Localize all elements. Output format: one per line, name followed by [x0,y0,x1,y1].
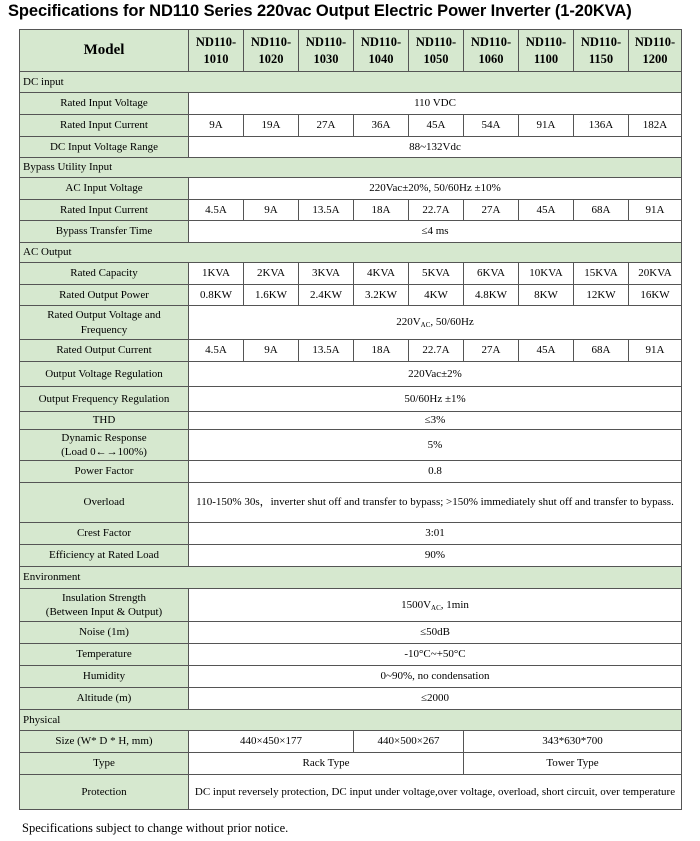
table-row [20,753,682,775]
row-value: ≤3% [189,412,682,430]
page-title: Specifications for ND110 Series 220vac Output Electric Power Inverter (1-20KVA) [8,2,632,20]
row-label: Rated Input Voltage [20,93,189,115]
cell-value: Tower Type [464,753,682,775]
cell-value: 27A [299,115,354,137]
row-label: Humidity [20,666,189,688]
row-label: Type [20,753,189,775]
row-label: Output Frequency Regulation [20,387,189,412]
table-row [20,362,682,387]
row-label: Altitude (m) [20,688,189,710]
cell-value: 6KVA [464,263,519,285]
header-row [20,30,682,72]
cell-value: 343*630*700 [464,731,682,753]
table-row [20,93,682,115]
footer-note: Specifications subject to change without prior notice. [22,821,289,835]
cell-value: 68A [574,200,629,221]
cell-value: 27A [464,200,519,221]
row-label: Insulation Strength (Between Input & Output) [20,589,189,622]
row-value: 0~90%, no condensation [189,666,682,688]
cell-value: 27A [464,340,519,362]
model-column-header: ND110- 1100 [519,30,574,72]
row-label: Power Factor [20,461,189,483]
cell-value: 9A [244,200,299,221]
cell-value: 18A [354,200,409,221]
cell-value: 36A [354,115,409,137]
row-value: ≤2000 [189,688,682,710]
cell-value: 4.5A [189,200,244,221]
cell-value: 54A [464,115,519,137]
row-value: 110 VDC [189,93,682,115]
section-physical: Physical [20,710,682,731]
model-column-header: ND110- 1050 [409,30,464,72]
table-row [20,461,682,483]
row-label: Size (W* D * H, mm) [20,731,189,753]
table-row [20,178,682,200]
row-value: 220Vac±20%, 50/60Hz ±10% [189,178,682,200]
cell-value: 22.7A [409,340,464,362]
row-label: Dynamic Response (Load 0←→100%) [20,430,189,461]
cell-value: 45A [409,115,464,137]
cell-value: 1.6KW [244,285,299,306]
row-value: 110-150% 30s，inverter shut off and transfer to bypass; >150% immediately shut off and transfer to bypass. [189,483,682,523]
row-label: Rated Input Current [20,200,189,221]
section-ac-output: AC Output [20,243,682,263]
row-value: DC input reversely protection, DC input under voltage,over voltage, overload, short circuit, over temperature [189,775,682,810]
model-column-header: ND110- 1010 [189,30,244,72]
table-row [20,523,682,545]
cell-value: 91A [519,115,574,137]
cell-value: 22.7A [409,200,464,221]
cell-value: 3.2KW [354,285,409,306]
table-row [20,731,682,753]
row-label: Rated Capacity [20,263,189,285]
row-value: $220V_{AC}$, 50/60Hz [189,306,682,340]
table-row [20,263,682,285]
row-value: 0.8 [189,461,682,483]
cell-value: 91A [629,340,682,362]
table-row [20,430,682,461]
cell-value: 9A [189,115,244,137]
row-label: Rated Output Voltage and Frequency [20,306,189,340]
section-row [20,243,682,263]
cell-value: 3KVA [299,263,354,285]
row-label: Rated Input Current [20,115,189,137]
cell-value: 20KVA [629,263,682,285]
row-label: DC Input Voltage Range [20,137,189,158]
row-label: Crest Factor [20,523,189,545]
table-row [20,666,682,688]
row-label: AC Input Voltage [20,178,189,200]
cell-value: 440×450×177 [189,731,354,753]
table-row [20,115,682,137]
table-row [20,340,682,362]
row-label: Protection [20,775,189,810]
table-row [20,688,682,710]
row-value: ≤4 ms [189,221,682,243]
row-value: 90% [189,545,682,567]
table-row [20,221,682,243]
table-row [20,775,682,810]
row-label: Rated Output Current [20,340,189,362]
cell-value: 1KVA [189,263,244,285]
row-label: Efficiency at Rated Load [20,545,189,567]
cell-value: 19A [244,115,299,137]
model-column-header: ND110- 1020 [244,30,299,72]
row-label: THD [20,412,189,430]
table-row [20,306,682,340]
cell-value: 10KVA [519,263,574,285]
cell-value: 12KW [574,285,629,306]
row-label: Noise (1m) [20,622,189,644]
model-column-header: ND110- 1200 [629,30,682,72]
table-row [20,622,682,644]
row-value: ≤50dB [189,622,682,644]
row-value: $1500V_{AC}$, 1min [189,589,682,622]
model-column-header: ND110- 1030 [299,30,354,72]
row-label: Output Voltage Regulation [20,362,189,387]
cell-value: 4.5A [189,340,244,362]
cell-value: 4KW [409,285,464,306]
table-row [20,387,682,412]
table-row [20,200,682,221]
section-row [20,567,682,589]
cell-value: 9A [244,340,299,362]
model-column-header: ND110- 1040 [354,30,409,72]
table-row [20,644,682,666]
row-label: Rated Output Power [20,285,189,306]
cell-value: 8KW [519,285,574,306]
cell-value: 182A [629,115,682,137]
spec-table [19,29,682,810]
row-value: 5% [189,430,682,461]
cell-value: 136A [574,115,629,137]
table-row [20,285,682,306]
row-label: Overload [20,483,189,523]
cell-value: 4.8KW [464,285,519,306]
cell-value: 4KVA [354,263,409,285]
row-value: 220Vac±2% [189,362,682,387]
section-environment: Environment [20,567,682,589]
cell-value: 16KW [629,285,682,306]
model-column-header: ND110- 1060 [464,30,519,72]
table-row [20,412,682,430]
table-row [20,483,682,523]
cell-value: 45A [519,340,574,362]
cell-value: 45A [519,200,574,221]
row-value: -10°C~+50°C [189,644,682,666]
section-dc-input: DC input [20,72,682,93]
row-label: Bypass Transfer Time [20,221,189,243]
cell-value: 91A [629,200,682,221]
table-row [20,137,682,158]
cell-value: 440×500×267 [354,731,464,753]
table-row [20,545,682,567]
cell-value: 2.4KW [299,285,354,306]
cell-value: 0.8KW [189,285,244,306]
cell-value: Rack Type [189,753,464,775]
row-value: 50/60Hz ±1% [189,387,682,412]
cell-value: 13.5A [299,200,354,221]
cell-value: 18A [354,340,409,362]
row-value: 88~132Vdc [189,137,682,158]
cell-value: 13.5A [299,340,354,362]
section-row [20,72,682,93]
model-header: Model [20,30,189,72]
row-label: Temperature [20,644,189,666]
cell-value: 68A [574,340,629,362]
section-row [20,710,682,731]
table-row [20,589,682,622]
section-row [20,158,682,178]
cell-value: 2KVA [244,263,299,285]
cell-value: 5KVA [409,263,464,285]
cell-value: 15KVA [574,263,629,285]
row-value: 3:01 [189,523,682,545]
model-column-header: ND110- 1150 [574,30,629,72]
section-bypass: Bypass Utility Input [20,158,682,178]
